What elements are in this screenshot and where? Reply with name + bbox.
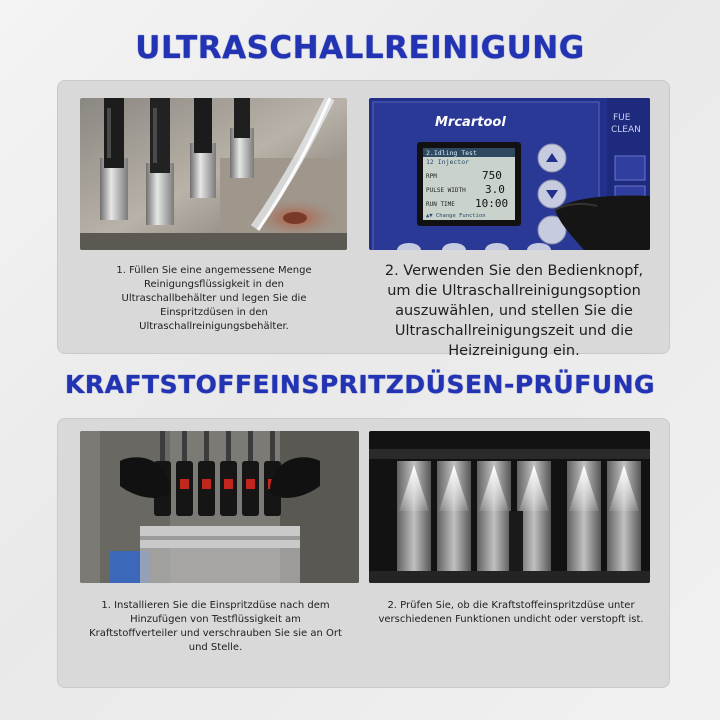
lcd-line2: 12 Injector [426,158,470,166]
lcd-time-label: RUN TIME [426,201,455,208]
lcd-pulse-value: 3.0 [485,183,505,196]
lcd-footer: ▲▼ Change Function [426,213,486,219]
heading-ultrasonic-cleaning: ULTRASCHALLREINIGUNG [135,30,585,66]
panel-label-fue: FUE [613,113,631,123]
heading-injector-test: KRAFTSTOFFEINSPRITZDÜSEN-PRÜFUNG [64,370,656,399]
lcd-pulse-label: PULSE WIDTH [426,187,466,194]
lcd-rpm-label: RPM [426,173,437,180]
step1-caption: 1. Füllen Sie eine angemessene Menge Reinigungsflüssigkeit in den Ultraschallbehälter und legen Sie die Einspritzdüsen in den Ultraschallreinigungsbehälter. [116,265,312,332]
injector-install-photo [80,431,359,583]
brand-logo: Mrcartool [435,115,506,130]
lcd-rpm-value: 750 [482,169,502,182]
step4-caption: 2. Prüfen Sie, ob die Kraftstoffeinspritzdüse unter verschiedenen Funktionen undicht oder verstopft ist. [378,600,644,625]
lcd-line1: 2.Idling Test [426,149,477,157]
control-panel-photo [369,98,650,250]
ultrasonic-tank-photo [80,98,347,250]
step2-caption: 2. Verwenden Sie den Bedienknopf, um die Ultraschallreinigungsoption auszuwählen, und stellen Sie die Ultraschallreinigungszeit und die Heizreinigung ein. [384,263,644,359]
injector-test-panel [57,418,670,688]
ultrasonic-panel [57,80,670,359]
panel-label-clean: CLEAN [611,125,641,135]
step3-caption: 1. Installieren Sie die Einspritzdüse nach dem Hinzufügen von Testflüssigkeit am Kraftstoffverteiler und verschrauben Sie sie an Ort und Stelle. [89,600,342,653]
lcd-time-value: 10:00 [475,197,509,210]
injector-spray-photo [369,431,650,583]
